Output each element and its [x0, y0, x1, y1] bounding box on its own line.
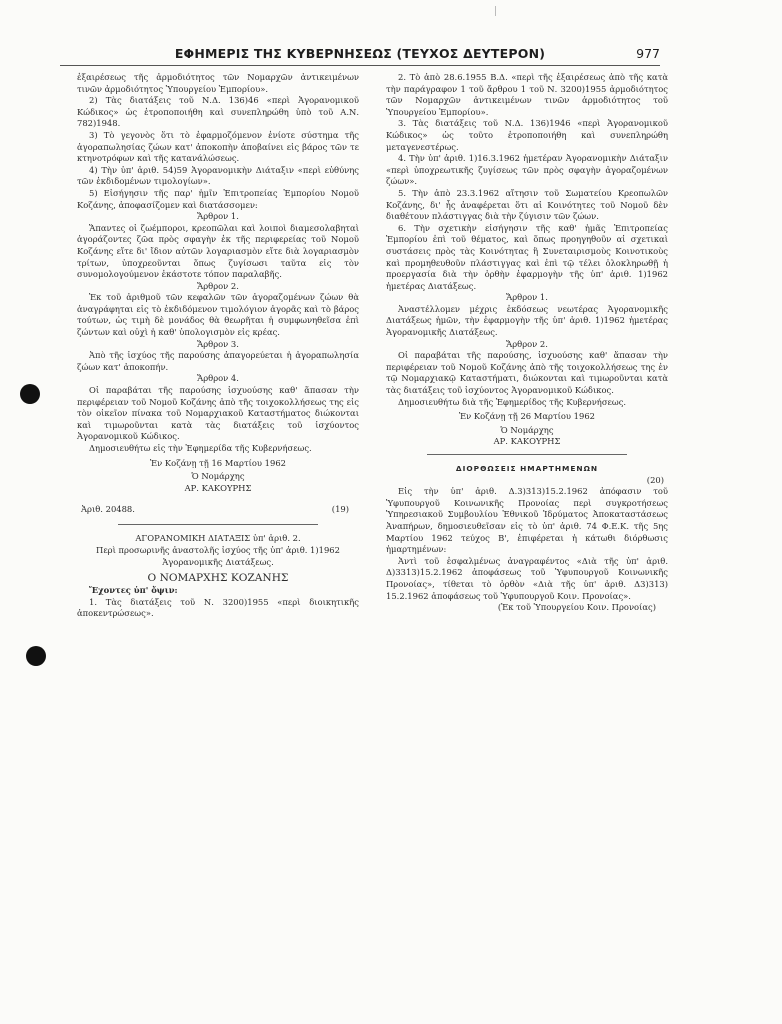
paragraph: ἐξαιρέσεως τῆς ἀρμοδιότητος τῶν Νομαρχῶν ἀντικειμένων τινῶν ἀρμοδιότητος Ὑπουργείου Ἐμπορίου».: [77, 72, 359, 94]
article-heading: Ἄρθρον 1.: [506, 292, 548, 303]
article-heading: Ἄρθρον 3.: [197, 338, 239, 349]
article-heading: Ἄρθρον 1.: [197, 211, 239, 222]
correction-text: Εἰς τὴν ὑπ' ἀριθ. Δ.3)313)15.2.1962 ἀπόφασιν τοῦ Ὑφυπουργοῦ Κοινωνικῆς Προνοίας περὶ συγκροτήσεως Ὑπηρεσιακοῦ Συμβουλίου Ἐθνικοῦ Ἱδρύματος Ἀποκαταστάσεως Ἀναπήρων, δημοσιευθεῖσαν εἰς τὸ ὑπ' ἀριθ. 74 Φ.Ε.Κ. τῆς 5ης Μαρτίου 1962 τεύχος Β', ἐπιφέρεται ἡ κάτωθι διόρθωσις ἡμαρτημένων:: [386, 486, 668, 555]
corrections-heading: ΔΙΟΡΘΩΣΕΙΣ ΗΜΑΡΤΗΜΕΝΩΝ: [455, 464, 599, 473]
paragraph: 5) Εἰσήγησιν τῆς παρ' ἡμῖν Ἐπιτροπείας Ἐμπορίου Νομοῦ Κοζάνης, ἀποφασίζομεν καὶ διατάσσομεν:: [77, 187, 359, 210]
left-column: [77, 72, 359, 620]
punch-hole-lower: [26, 646, 46, 666]
signature-name: ΑΡ. ΚΑΚΟΥΡΗΣ: [184, 482, 252, 493]
section-separator: [118, 524, 318, 525]
article-text: Ἀναστέλλομεν μέχρις ἐκδόσεως νεωτέρας Ἀγορανομικῆς Διατάξεως ἡμῶν, τὴν ἐφαρμογὴν τῆς ὑπ' ἀριθ. 1)1962 ἡμετέρας Ἀγορανομικῆς Διατάξεως.: [386, 303, 668, 338]
date-line: Ἐν Κοζάνῃ τῇ 26 Μαρτίου 1962: [459, 411, 595, 422]
item-number: (19): [331, 504, 349, 515]
reference-row: [77, 504, 359, 518]
correction-text: Ἀντὶ τοῦ ἐσφαλμένως ἀναγραφέντος «Διὰ τῆς ὑπ' ἀριθ. Δ)3313)15.2.1962 ἀποφάσεως τοῦ Ὑφυπουργοῦ Κοινωνικῆς Προνοίας», τίθεται τὸ ὀρθὸν «Διὰ τῆς ὑπ' ἀριθ. Δ3)313) 15.2.1962 ἀποφάσεως τοῦ Ὑφυπουργοῦ Κοιν. Προνοίας».: [386, 555, 668, 601]
paragraph: 1. Τὰς διατάξεις τοῦ Ν. 3200)1955 «περὶ διοικητικῆς ἀποκεντρώσεως».: [77, 596, 359, 619]
page-header: [60, 44, 660, 64]
article-heading: Ἄρθρον 2.: [506, 338, 548, 349]
publish-line: Δημοσιευθήτω εἰς τὴν Ἐφημερίδα τῆς Κυβερνήσεως.: [89, 443, 312, 453]
section-separator: [427, 454, 627, 455]
article-text: Ἀπὸ τῆς ἰσχύος τῆς παρούσης ἀπαγορεύεται ἡ ἀγοραπωλησία ζώων κατ' ἀποκοπήν.: [77, 350, 359, 372]
paragraph: 5. Τὴν ἀπὸ 23.3.1962 αἴτησιν τοῦ Σωματείου Κρεοπωλῶν Κοζάνης, δι' ἧς ἀναφέρεται ὅτι αἱ Κοινότητες τοῦ Νομοῦ δὲν διαθέτουν πλάστιγγας διὰ τὴν ζύγισιν τῶν ζώων.: [386, 187, 668, 222]
header-rule: [60, 65, 660, 66]
page-number: 977: [636, 46, 660, 61]
publish-line: Δημοσιευθήτω διὰ τῆς Ἐφημερίδος τῆς Κυβερνήσεως.: [398, 396, 627, 407]
article-heading: Ἄρθρον 4.: [197, 373, 239, 384]
punch-hole-upper: [20, 384, 40, 404]
paragraph: 3. Τὰς διατάξεις τοῦ Ν.Δ. 136)1946 «περὶ Ἀγορανομικοῦ Κώδικος» ὡς τοῦτο ἐτροποποιήθη καὶ συνεπληρώθη μεταγενεστέρως.: [386, 118, 668, 152]
signature-title: Ὁ Νομάρχης: [500, 424, 554, 435]
article-text: Ἐκ τοῦ ἀριθμοῦ τῶν κεφαλῶν τῶν ἀγοραζομένων ζώων θὰ ἀναγράφηται εἰς τὸ ἐκδιδόμενον τιμολόγιον ἀγορᾶς καὶ τὸ βάρος τούτων, ὡς τιμὴ δὲ μονάδος θὰ θεωρῆται ἡ συμφωνηθεῖσα ἐπὶ ζώντων καὶ οὐχὶ ἡ καθ' ὑπολογισμὸν εἰς κρέας.: [77, 292, 359, 338]
paragraph: 4) Τὴν ὑπ' ἀριθ. 54)59 Ἀγορανομικὴν Διάταξιν «περὶ εὐθύνης τῶν ἐκδιδομένων τιμολογίων».: [77, 164, 359, 187]
signature-title: Ὁ Νομάρχης: [191, 471, 245, 482]
issuer-heading: Ο ΝΟΜΑΡΧΗΣ ΚΟΖΑΝΗΣ: [147, 572, 289, 585]
scan-mark: [495, 6, 496, 16]
date-line: Ἐν Κοζάνῃ τῇ 16 Μαρτίου 1962: [150, 457, 286, 468]
article-heading: Ἄρθρον 2.: [197, 280, 239, 291]
decree-subtitle: Περὶ προσωρινῆς ἀναστολῆς ἰσχύος τῆς ὑπ' ἀριθ. 1)1962 Ἀγορανομικῆς Διατάξεως.: [96, 544, 340, 567]
article-text: Οἱ παραβάται τῆς παρούσης ἰσχυούσης καθ' ἅπασαν τὴν περιφέρειαν τοῦ Νομοῦ Κοζάνης ἀπὸ τῆς τοιχοκολλήσεως της εἰς τὸν οἰκεῖον πίνακα τοῦ Νομαρχιακοῦ Καταστήματος διώκονται καὶ τιμωροῦνται κατὰ τὰς διατάξεις τοῦ ἰσχύοντος Ἀγορανομικοῦ Κώδικος.: [77, 385, 359, 442]
source-line: (Ἐκ τοῦ Ὑπουργείου Κοιν. Προνοίας): [497, 602, 656, 613]
paragraph: 2. Τὸ ἀπὸ 28.6.1955 Β.Δ. «περὶ τῆς ἐξαιρέσεως ἀπὸ τῆς κατὰ τὴν παράγραφον 1 τοῦ ἄρθρου 1 τοῦ Ν. 3200)1955 ἀρμοδιότητος τῶν Νομαρχῶν ἀντικειμένων τινῶν ἀρμοδιότητος τοῦ Ὑπουργείου Ἐμπορίου».: [386, 72, 668, 117]
paragraph: 4. Τὴν ὑπ' ἀριθ. 1)16.3.1962 ἡμετέραν Ἀγορανομικὴν Διάταξιν «περὶ ὑποχρεωτικῆς ζυγίσεως τῶν πρὸς σφαγὴν ἀγοραζομένων ζώων».: [386, 153, 668, 187]
item-number: (20): [646, 474, 664, 485]
paragraph: 6. Τὴν σχετικὴν εἰσήγησιν τῆς καθ' ἡμᾶς Ἐπιτροπείας Ἐμπορίου ἐπὶ τοῦ θέματος, καὶ ὅπως προηγηθοῦν αἱ σχετικαὶ συστάσεις πρὸς τὰς Κοινότητας ἢ Συνεταιρισμοὺς Κοινοτικοὺς καὶ προμηθευθοῦν πλάστιγγας καὶ ἐπὶ τῷ τέλει ὁλοκληρωθῇ ἡ προεργασία διὰ τὴν ὀρθὴν ἐφαρμογὴν τῆς ὑπ' ἀριθ. 1)1962 ἡμετέρας Διατάξεως.: [386, 222, 668, 291]
considering-line: Ἔχοντες ὑπ' ὄψιν:: [89, 585, 178, 596]
signature-name: ΑΡ. ΚΑΚΟΥΡΗΣ: [493, 436, 561, 447]
reference-number: Ἀριθ. 20488.: [81, 504, 135, 515]
article-text: Οἱ παραβάται τῆς παρούσης, ἰσχυούσης καθ' ἅπασαν τὴν περιφέρειαν τοῦ Νομοῦ Κοζάνης ἀπὸ τῆς τοιχοκολλήσεως της ἐν τῷ Νομαρχιακῷ Καταστήματι, διώκονται καὶ τιμωροῦνται κατὰ τὰς διατάξεις τοῦ ἰσχύοντος Ἀγορανομικοῦ Κώδικος.: [386, 350, 668, 396]
paragraph: 3) Τὸ γεγονὸς ὅτι τὸ ἐφαρμοζόμενον ἐνίοτε σύστημα τῆς ἀγοραπωλησίας ζώων κατ' ἀποκοπὴν ἀποβαίνει εἰς βάρος τῶν τε κτηνοτρόφων καὶ τῆς κατανάλώσεως.: [77, 129, 359, 164]
decree-title: ΑΓΟΡΑΝΟΜΙΚΗ ΔΙΑΤΑΞΙΣ ὑπ' ἀριθ. 2.: [135, 533, 301, 544]
gazette-title: ΕΦΗΜΕΡΙΣ ΤΗΣ ΚΥΒΕΡΝΗΣΕΩΣ (ΤΕΥΧΟΣ ΔΕΥΤΕΡΟΝ): [174, 46, 546, 61]
paragraph: 2) Τὰς διατάξεις τοῦ Ν.Δ. 136)46 «περὶ Ἀγορανομικοῦ Κώδικος» ὡς ἐτροποποιήθη καὶ συνεπληρώθη ὑπὸ τοῦ Α.Ν. 782)1948.: [77, 95, 359, 129]
article-text: Ἅπαντες οἱ ζωέμποροι, κρεοπῶλαι καὶ λοιποὶ διαμεσολαβηταὶ ἀγοράζοντες ζῶα πρὸς σφαγὴν ἐκ τῆς περιφερείας τοῦ Νομοῦ Κοζάνης εἴτε δι' ἴδιον αὐτῶν λογαριασμὸν εἴτε διὰ λογαριασμὸν τρίτων, ὑποχρεοῦνται ὅπως ζυγίσωσι ταῦτα εἰς τὸν συνομολογούμενον ἑκάστοτε τόπον παραλαβῆς.: [77, 222, 359, 280]
right-column: [386, 72, 668, 614]
